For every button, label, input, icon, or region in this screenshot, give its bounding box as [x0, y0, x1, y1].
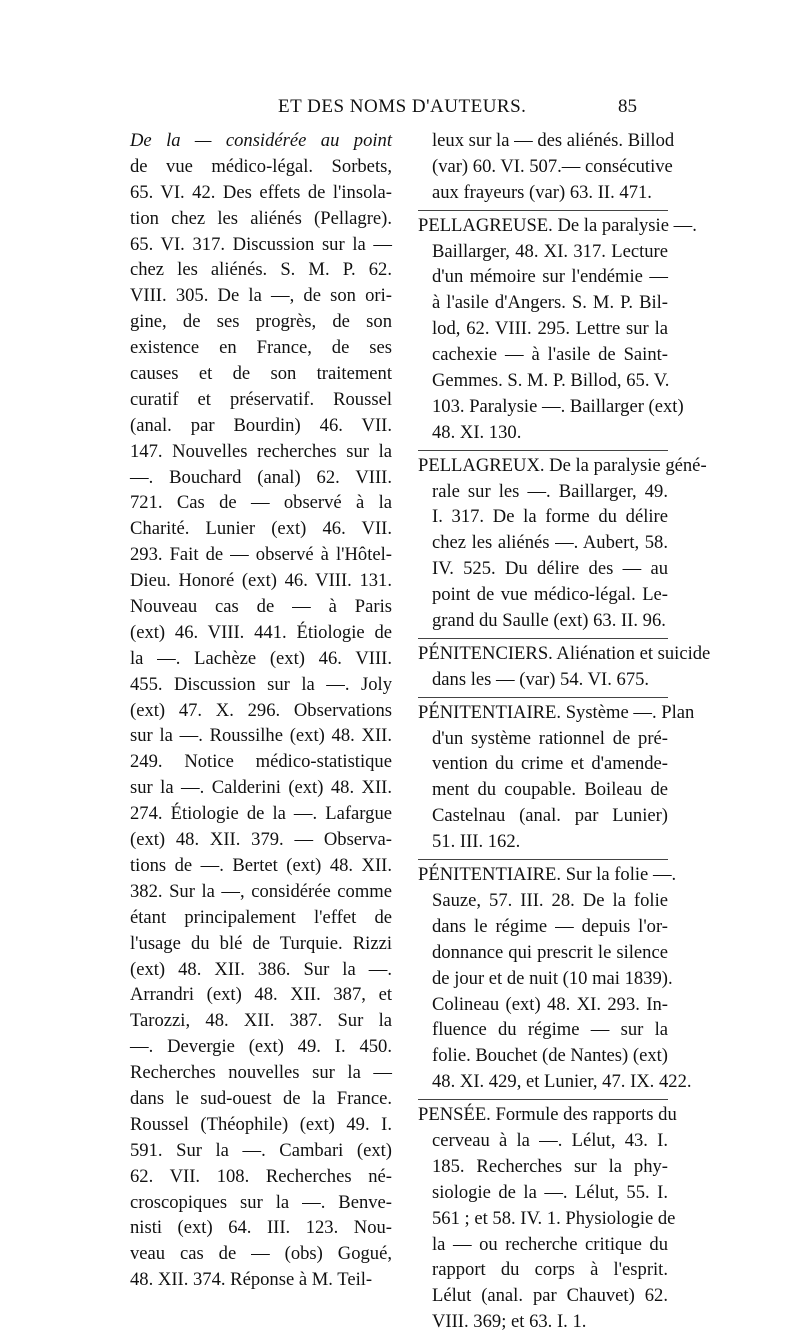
- text-line: 48. XI. 429, et Lunier, 47. IX. 422.: [432, 1071, 692, 1093]
- text-line: —. Devergie (ext) 49. I. 450.: [130, 1036, 392, 1058]
- text-line: PÉNITENTIAIRE. Sur la folie —.: [418, 864, 677, 886]
- text-line: VIII. 305. De la —, de son ori-: [130, 285, 392, 307]
- text-line: Sauze, 57. III. 28. De la folie: [432, 889, 668, 911]
- text-line: d'un système rationnel de pré-: [432, 727, 668, 749]
- text-line: PELLAGREUX. De la paralysie géné-: [418, 454, 707, 476]
- text-line: 274. Étiologie de la —. Lafargue: [130, 803, 392, 825]
- text-line: Castelnau (anal. par Lunier): [432, 805, 668, 827]
- text-line: étant principalement l'effet de: [130, 906, 392, 928]
- text-line: folie. Bouchet (de Nantes) (ext): [432, 1045, 668, 1067]
- text-line: leux sur la — des aliénés. Billod: [432, 130, 675, 151]
- text-line: causes et de son traitement: [130, 363, 392, 385]
- text-line: 147. Nouvelles recherches sur la: [130, 440, 392, 462]
- text-line: de jour et de nuit (10 mai 1839).: [432, 967, 673, 989]
- text-line: 65. VI. 317. Discussion sur la —: [130, 233, 392, 255]
- page-header: [0, 96, 800, 126]
- text-line: 591. Sur la —. Cambari (ext): [130, 1139, 392, 1161]
- right-column: [418, 128, 711, 1335]
- text-line: 48. XII. 374. Réponse à M. Teil-: [130, 1269, 373, 1291]
- entry-divider: [418, 450, 668, 451]
- text-line: De la — considérée au point: [130, 130, 392, 151]
- text-line: (ext) 47. X. 296. Observations: [130, 699, 392, 721]
- text-line: 249. Notice médico-statistique: [130, 751, 392, 773]
- text-line: PENSÉE. Formule des rapports du: [418, 1104, 677, 1126]
- text-line: curatif et préservatif. Roussel: [130, 388, 392, 410]
- text-line: l'usage du blé de Turquie. Rizzi: [130, 932, 392, 954]
- text-line: tions de —. Bertet (ext) 48. XII.: [130, 854, 392, 876]
- entry-divider: [418, 697, 668, 698]
- text-line: (var) 60. VI. 507.— consécutive: [432, 155, 673, 177]
- text-line: lod, 62. VIII. 295. Lettre sur la: [432, 318, 668, 340]
- text-line: (ext) 48. XII. 386. Sur la —.: [130, 958, 392, 980]
- text-line: rale sur les —. Baillarger, 49.: [432, 480, 668, 502]
- text-line: dans le régime — depuis l'or-: [432, 915, 668, 937]
- text-line: rapport du corps à l'esprit.: [432, 1259, 668, 1281]
- text-line: VIII. 369; et 63. I. 1.: [432, 1311, 587, 1333]
- text-line: Roussel (Théophile) (ext) 49. I.: [130, 1113, 392, 1135]
- left-column: [130, 128, 392, 1293]
- entry-divider: [418, 1099, 668, 1100]
- text-line: la —. Lachèze (ext) 46. VIII.: [130, 647, 392, 669]
- text-line: 561 ; et 58. IV. 1. Physiologie de: [432, 1207, 676, 1229]
- text-line: dans les — (var) 54. VI. 675.: [432, 668, 650, 690]
- text-line: ment du coupable. Boileau de: [432, 779, 668, 801]
- text-line: donnance qui prescrit le silence: [432, 941, 668, 963]
- page-number: 85: [618, 96, 637, 117]
- text-line: 185. Recherches sur la phy-: [432, 1155, 668, 1177]
- text-line: Gemmes. S. M. P. Billod, 65. V.: [432, 370, 670, 392]
- text-line: I. 317. De la forme du délire: [432, 506, 668, 528]
- text-line: 103. Paralysie —. Baillarger (ext): [432, 395, 684, 417]
- text-line: 51. III. 162.: [432, 831, 521, 853]
- text-line: grand du Saulle (ext) 63. II. 96.: [432, 610, 666, 632]
- text-line: —. Bouchard (anal) 62. VIII.: [130, 466, 392, 488]
- text-line: fluence du régime — sur la: [432, 1019, 668, 1041]
- text-line: 293. Fait de — observé à l'Hôtel-: [130, 544, 392, 566]
- text-line: vention du crime et d'amende-: [432, 753, 668, 775]
- text-line: Colineau (ext) 48. XI. 293. In-: [432, 993, 668, 1015]
- text-line: aux frayeurs (var) 63. II. 471.: [432, 181, 652, 203]
- text-line: veau cas de — (obs) Gogué,: [130, 1243, 392, 1265]
- text-line: d'un mémoire sur l'endémie —: [432, 266, 668, 288]
- text-line: cerveau à la —. Lélut, 43. I.: [432, 1129, 668, 1151]
- text-line: Baillarger, 48. XI. 317. Lecture: [432, 240, 668, 262]
- text-line: IV. 525. Du délire des — au: [432, 558, 668, 580]
- text-line: Dieu. Honoré (ext) 46. VIII. 131.: [130, 570, 392, 592]
- text-line: de vue médico-légal. Sorbets,: [130, 155, 392, 177]
- text-line: 62. VII. 108. Recherches né-: [130, 1165, 392, 1187]
- text-line: chez les aliénés. S. M. P. 62.: [130, 259, 392, 281]
- text-line: Charité. Lunier (ext) 46. VII.: [130, 518, 392, 540]
- text-line: nisti (ext) 64. III. 123. Nou-: [130, 1217, 392, 1239]
- text-line: point de vue médico-légal. Le-: [432, 584, 668, 606]
- entry-divider: [418, 210, 668, 211]
- text-line: existence en France, de ses: [130, 337, 392, 359]
- text-line: PÉNITENTIAIRE. Système —. Plan: [418, 701, 695, 723]
- text-line: Recherches nouvelles sur la —: [130, 1062, 392, 1084]
- text-line: sur la —. Roussilhe (ext) 48. XII.: [130, 725, 392, 747]
- text-line: Tarozzi, 48. XII. 387. Sur la: [130, 1010, 392, 1032]
- text-line: dans le sud-ouest de la France.: [130, 1087, 392, 1109]
- text-line: la — ou recherche critique du: [432, 1233, 668, 1255]
- text-line: cachexie — à l'asile de Saint-: [432, 344, 668, 366]
- text-line: sur la —. Calderini (ext) 48. XII.: [130, 777, 392, 799]
- text-line: Arrandri (ext) 48. XII. 387, et: [130, 984, 392, 1006]
- text-line: tion chez les aliénés (Pellagre).: [130, 207, 392, 229]
- text-line: chez les aliénés —. Aubert, 58.: [432, 532, 668, 554]
- text-line: PÉNITENCIERS. Aliénation et suicide: [418, 642, 711, 664]
- text-line: gine, de ses progrès, de son: [130, 311, 392, 333]
- running-title: ET DES NOMS D'AUTEURS.: [278, 96, 527, 117]
- text-line: 48. XI. 130.: [432, 421, 522, 443]
- text-line: croscopiques sur la —. Benve-: [130, 1191, 392, 1213]
- entry-divider: [418, 859, 668, 860]
- text-line: (ext) 48. XII. 379. — Observa-: [130, 829, 392, 851]
- text-line: 455. Discussion sur la —. Joly: [130, 673, 392, 695]
- entry-divider: [418, 638, 668, 639]
- text-line: Nouveau cas de — à Paris: [130, 596, 392, 618]
- text-line: PELLAGREUSE. De la paralysie —.: [418, 214, 697, 236]
- text-line: à l'asile d'Angers. S. M. P. Bil-: [432, 292, 668, 314]
- text-line: 65. VI. 42. Des effets de l'insola-: [130, 181, 392, 203]
- text-line: Lélut (anal. par Chauvet) 62.: [432, 1285, 668, 1307]
- text-line: siologie de la —. Lélut, 55. I.: [432, 1181, 668, 1203]
- text-line: 721. Cas de — observé à la: [130, 492, 392, 514]
- text-line: (ext) 46. VIII. 441. Étiologie de: [130, 621, 392, 643]
- text-line: (anal. par Bourdin) 46. VII.: [130, 414, 392, 436]
- text-line: 382. Sur la —, considérée comme: [130, 880, 392, 902]
